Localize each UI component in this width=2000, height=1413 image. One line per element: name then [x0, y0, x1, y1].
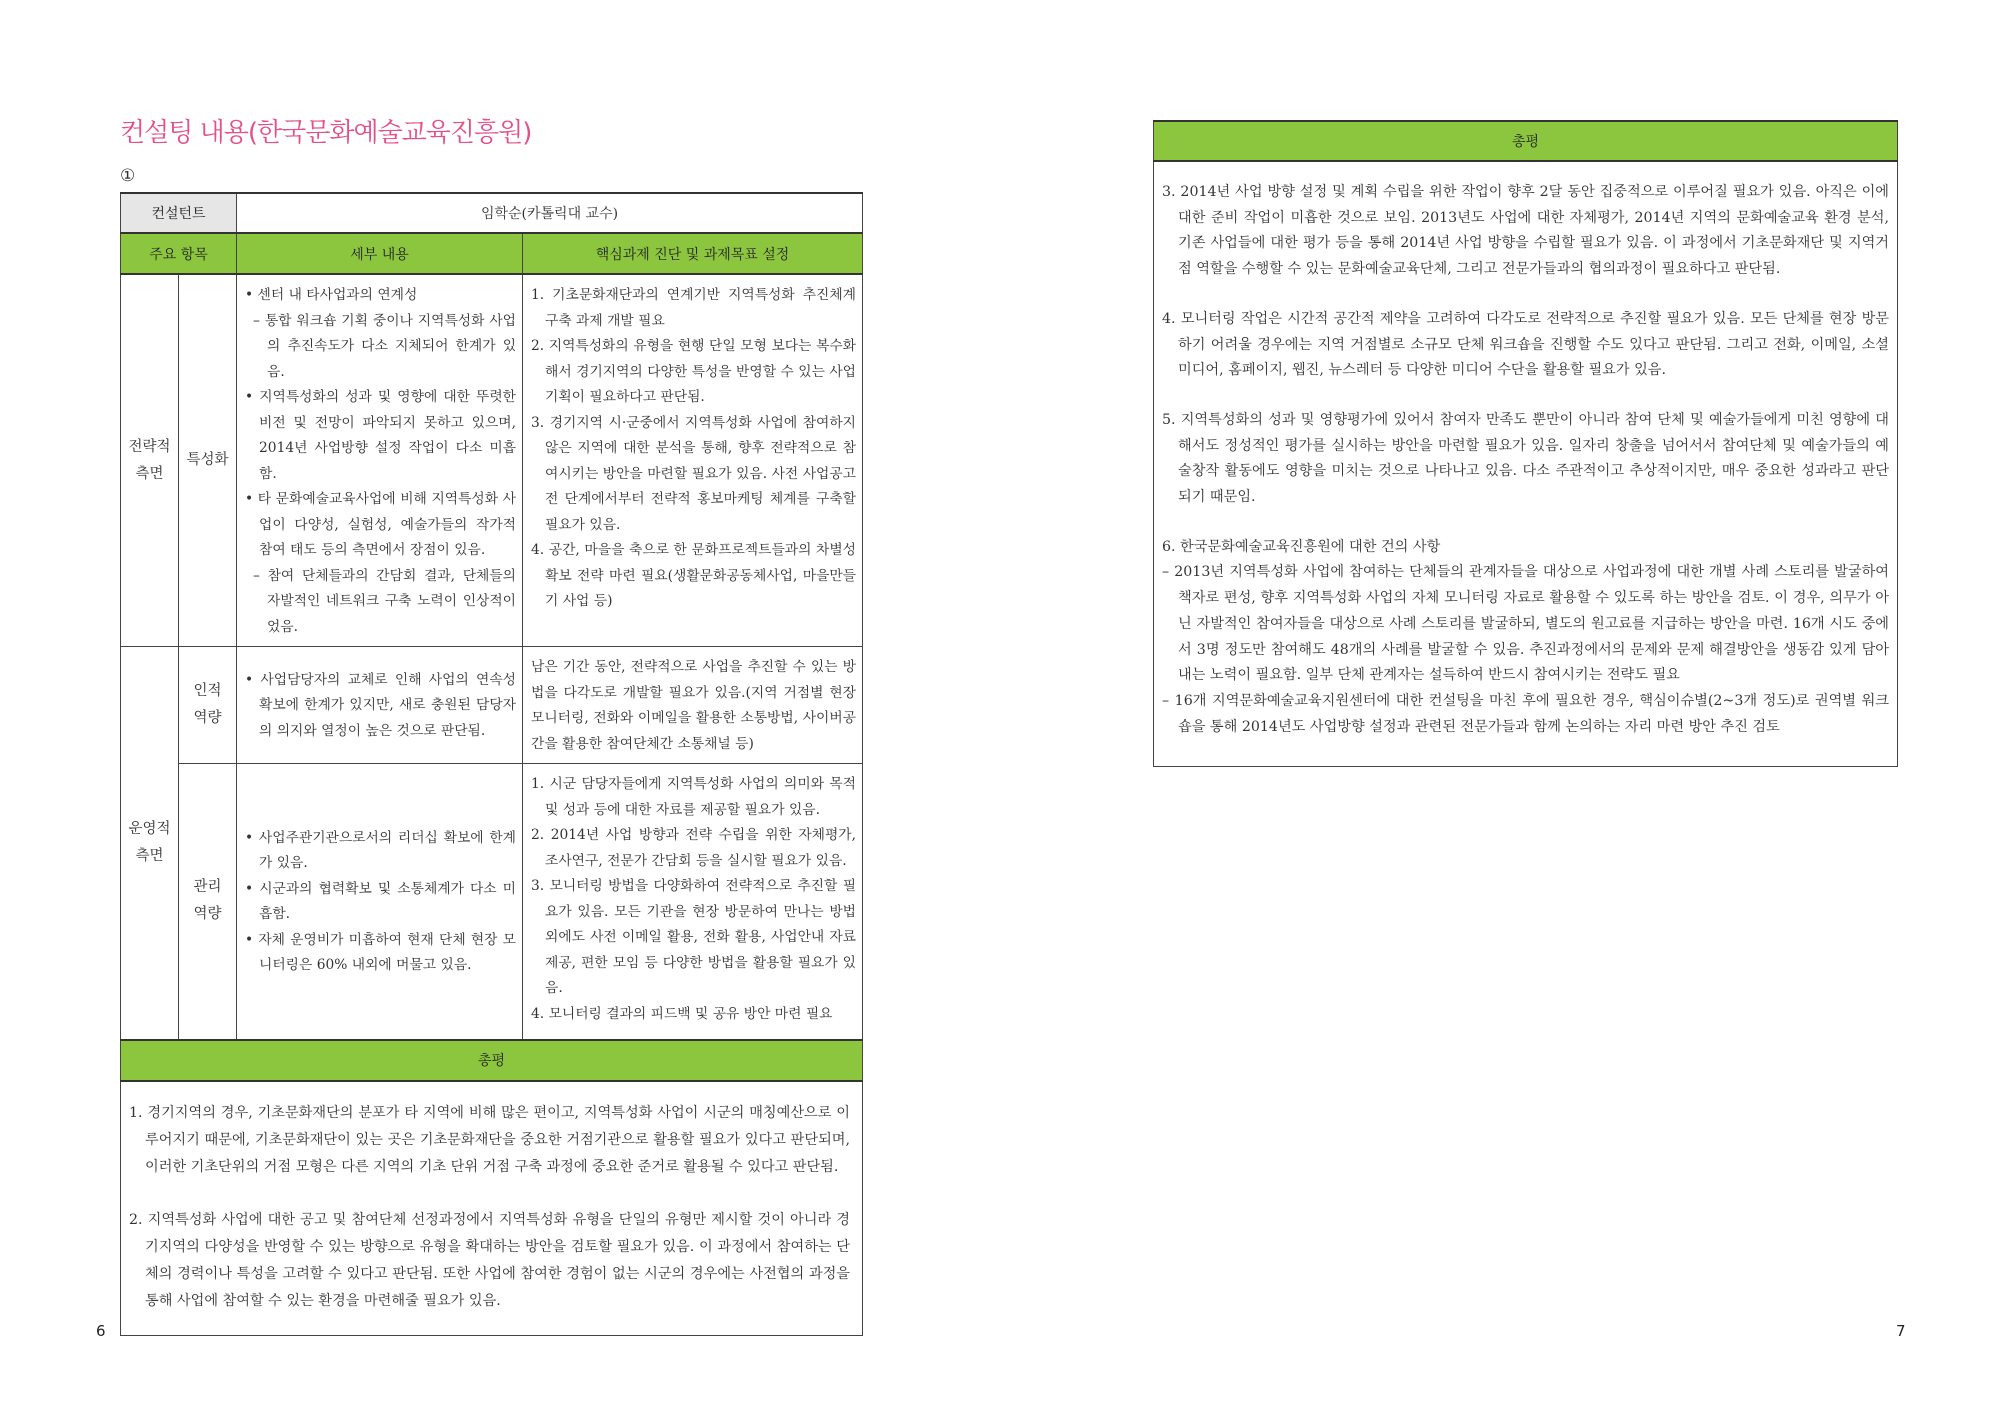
page-number-right: 7 — [1896, 1322, 1906, 1340]
personnel-details — [237, 647, 523, 764]
summary-body-right — [1154, 161, 1898, 767]
page-number-left: 6 — [96, 1322, 106, 1340]
summary-header-right: 총평 — [1154, 121, 1898, 161]
page-title: 컨설팅 내용(한국문화예술교육진흥원) — [120, 118, 532, 148]
personnel-capacity-label: 인적 역량 — [179, 647, 237, 764]
summary-item: 2. 지역특성화 사업에 대한 공고 및 참여단체 선정과정에서 지역특성화 유형을 단일의 유형만 제시할 것이 아니라 경기지역의 다양성을 반영할 수 있는 방향으로 유형을 확대하는 방안을 검토할 필요가 있음. 이 과정에서 참여하는 단체의 경력이나 특성을 고려할 수 있다고 판단됨. 또한 사업에 참여한 경험이 없는 시군의 경우에는 사전협의 과정을 통해 사업에 참여할 수 있는 환경을 마련해줄 필요가 있음. — [129, 1211, 851, 1309]
task-item: 2. 지역특성화의 유형을 현행 단일 모형 보다는 복수화해서 경기지역의 다양한 특성을 반영할 수 있는 사업 기획이 필요하다고 판단됨. — [531, 338, 857, 405]
detail-item: • 지역특성화의 성과 및 영향에 대한 뚜렷한 비전 및 전망이 파악되지 못하고 있으며, 2014년 사업방향 설정 작업이 다소 미흡함. — [245, 389, 517, 482]
header-tasks: 핵심과제 진단 및 과제목표 설정 — [523, 233, 863, 274]
consulting-table — [120, 192, 863, 1336]
header-details: 세부 내용 — [237, 233, 523, 274]
summary-header: 총평 — [121, 1040, 863, 1081]
section-number: ① — [120, 166, 136, 186]
consultant-name: 임학순(카톨릭대 교수) — [237, 193, 863, 233]
strategic-group-label: 전략적 측면 — [121, 274, 179, 647]
detail-item: • 자체 운영비가 미흡하여 현재 단체 현장 모니터링은 60% 내외에 머물고 있음. — [245, 931, 517, 974]
detail-item: • 시군과의 협력확보 및 소통체계가 다소 미흡함. — [245, 880, 517, 923]
specialization-label: 특성화 — [179, 274, 237, 647]
summary-item: 3. 2014년 사업 방향 설정 및 계획 수립을 위한 작업이 향후 2달 동안 집중적으로 이루어질 필요가 있음. 아직은 이에 대한 준비 작업이 미흡한 것으로 보임. 2013년도 사업에 대한 자체평가, 2014년 지역의 문화예술교육 환경 분석, 기존 사업들에 대한 평가 등을 통해 2014년 사업 방향을 수립할 필요가 있음. 이 과정에서 기초문화재단 및 지역거점 역할을 수행할 수 있는 문화예술교육단체, 그리고 전문가들과의 협의과정이 필요하다고 판단됨. — [1162, 184, 1889, 278]
management-tasks — [523, 764, 863, 1040]
management-capacity-label: 관리 역량 — [179, 764, 237, 1040]
task-item: 2. 2014년 사업 방향과 전략 수립을 위한 자체평가, 조사연구, 전문가 간담회 등을 실시할 필요가 있음. — [531, 827, 857, 869]
task-item: 3. 모니터링 방법을 다양화하여 전략적으로 추진할 필요가 있음. 모든 기관을 현장 방문하여 만나는 방법 외에도 사전 이메일 활용, 전화 활용, 사업안내 자료 제공, 편한 모임 등 다양한 방법을 활용할 필요가 있음. — [531, 878, 857, 996]
detail-subitem: – 참여 단체들과의 간담회 결과, 단체들의 자발적인 네트워크 구축 노력이 인상적이었음. — [253, 567, 517, 635]
summary-body — [121, 1081, 863, 1336]
detail-item: • 사업담당자의 교체로 인해 사업의 연속성 확보에 한계가 있지만, 새로 충원된 담당자의 의지와 열정이 높은 것으로 판단됨. — [245, 671, 517, 739]
detail-subitem: – 통합 워크숍 기획 중이나 지역특성화 사업의 추진속도가 다소 지체되어 한계가 있음. — [253, 312, 517, 380]
management-details — [237, 764, 523, 1040]
summary-table-continued — [1153, 120, 1898, 767]
detail-item: • 센터 내 타사업과의 연계성 — [245, 287, 418, 303]
task-item: 3. 경기지역 시·군중에서 지역특성화 사업에 참여하지 않은 지역에 대한 분석을 통해, 향후 전략적으로 참여시키는 방안을 마련할 필요가 있음. 사전 사업공고전 단계에서부터 전략적 홍보마케팅 체계를 구축할 필요가 있음. — [531, 414, 857, 533]
detail-item: • 타 문화예술교육사업에 비해 지역특성화 사업이 다양성, 실험성, 예술가들의 작가적 참여 태도 등의 측면에서 장점이 있음. — [245, 491, 517, 558]
task-item: 남은 기간 동안, 전략적으로 사업을 추진할 수 있는 방법을 다각도로 개발할 필요가 있음.(지역 거점별 현장 모니터링, 전화와 이메일을 활용한 소통방법, 사이버공간을 활용한 참여단체간 소통채널 등) — [531, 659, 857, 752]
strategic-tasks — [523, 274, 863, 647]
task-item: 1. 기초문화재단과의 연계기반 지역특성화 추진체계 구축 과제 개발 필요 — [531, 287, 857, 329]
task-item: 4. 모니터링 결과의 피드백 및 공유 방안 마련 필요 — [531, 1005, 833, 1022]
detail-item: • 사업주관기관으로서의 리더십 확보에 한계가 있음. — [245, 829, 517, 872]
recommendation-heading: 6. 한국문화예술교육진흥원에 대한 건의 사항 — [1162, 538, 1441, 555]
header-category: 주요 항목 — [121, 233, 237, 274]
task-item: 1. 시군 담당자들에게 지역특성화 사업의 의미와 목적 및 성과 등에 대한 자료를 제공할 필요가 있음. — [531, 776, 857, 818]
operational-group-label: 운영적 측면 — [121, 647, 179, 1040]
personnel-tasks — [523, 647, 863, 764]
consultant-label: 컨설턴트 — [121, 193, 237, 233]
summary-item: 4. 모니터링 작업은 시간적 공간적 제약을 고려하여 다각도로 전략적으로 추진할 필요가 있음. 모든 단체를 현장 방문하기 어려울 경우에는 지역 거점별로 소규모 단체 워크숍을 진행할 수도 있다고 판단됨. 그리고 전화, 이메일, 소셜미디어, 홈페이지, 웹진, 뉴스레터 등 다양한 미디어 수단을 활용할 필요가 있음. — [1162, 310, 1889, 379]
task-item: 4. 공간, 마을을 축으로 한 문화프로젝트들과의 차별성 확보 전략 마련 필요(생활문화공동체사업, 마을만들기 사업 등) — [531, 542, 857, 609]
summary-item: 5. 지역특성화의 성과 및 영향평가에 있어서 참여자 만족도 뿐만이 아니라 참여 단체 및 예술가들에게 미친 영향에 대해서도 정성적인 평가를 실시하는 방안을 마련할 필요가 있음. 일자리 창출을 넘어서서 참여단체 및 예술가들의 예술창작 활동에도 영향을 미치는 것으로 나타나고 있음. 다소 주관적이고 추상적이지만, 매우 중요한 성과라고 판단되기 때문임. — [1162, 411, 1889, 506]
summary-item: 1. 경기지역의 경우, 기초문화재단의 분포가 타 지역에 비해 많은 편이고, 지역특성화 사업이 시군의 매칭예산으로 이루어지기 때문에, 기초문화재단이 있는 곳은 기초문화재단을 중요한 거점기관으로 활용할 필요가 있다고 판단되며, 이러한 기초단위의 거점 모형은 다른 지역의 기초 단위 거점 구축 과정에 중요한 준거로 활용될 수 있다고 판단됨. — [129, 1104, 851, 1175]
recommendation-subitem: – 2013년 지역특성화 사업에 참여하는 단체들의 관계자들을 대상으로 사업과정에 대한 개별 사례 스토리를 발굴하여 책자로 편성, 향후 지역특성화 사업의 자체 모니터링 자료로 활용할 수 있도록 하는 방안을 검토. 이 경우, 의무가 아닌 자발적인 참여자들을 대상으로 사례 스토리를 발굴하되, 별도의 원고료를 지급하는 방안을 마련. 16개 시도 중에서 3명 정도만 참여해도 48개의 사례를 발굴할 수 있음. 추진과정에서의 문제와 문제 해결방안을 생동감 있게 담아내는 노력이 필요함. 일부 단체 관계자는 설득하여 반드시 참여시키는 전략도 필요 — [1162, 564, 1889, 684]
recommendation-subitem: – 16개 지역문화예술교육지원센터에 대한 컨설팅을 마친 후에 필요한 경우, 핵심이슈별(2~3개 정도)로 권역별 워크숍을 통해 2014년도 사업방향 설정과 관련된 전문가들과 함께 논의하는 자리 마련 방안 추진 검토 — [1162, 692, 1889, 735]
strategic-details — [237, 274, 523, 647]
